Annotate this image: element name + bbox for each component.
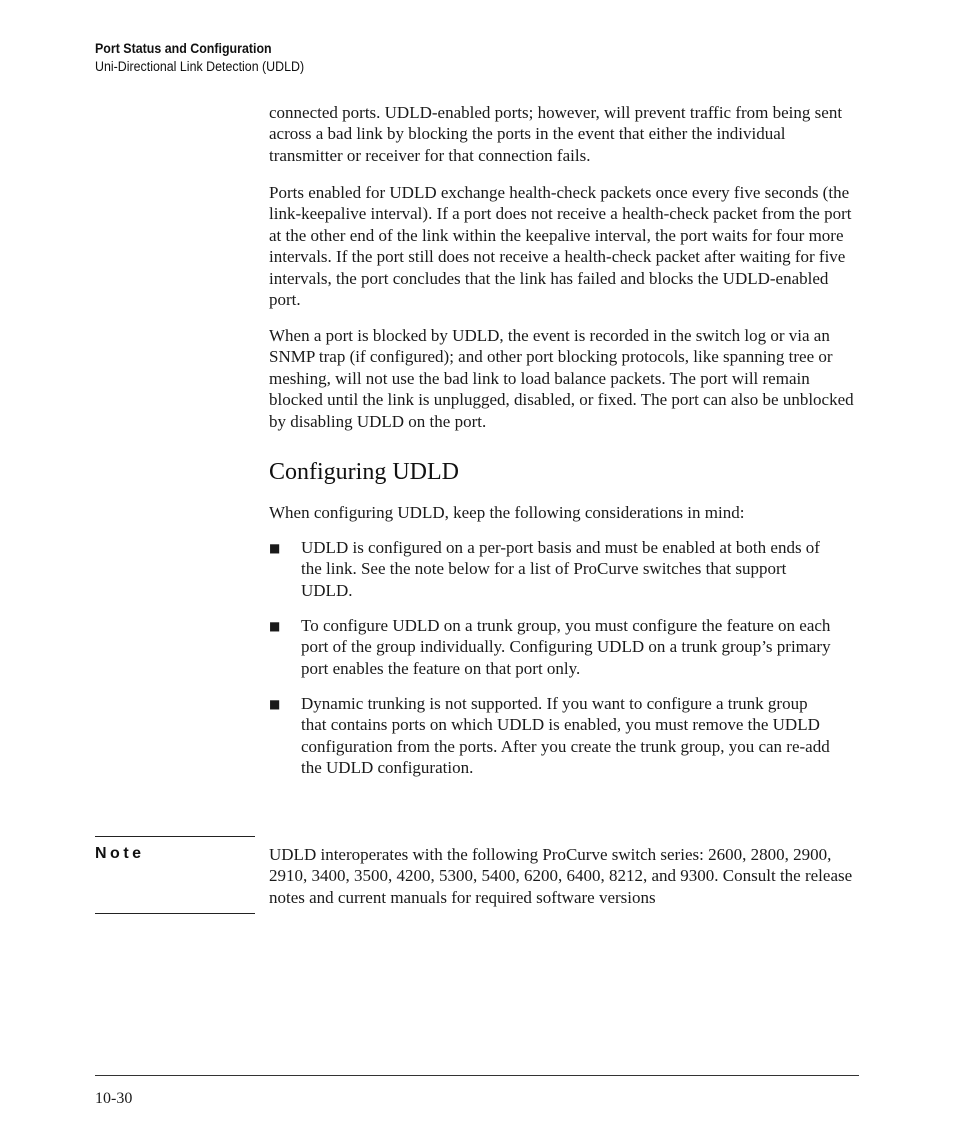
list-item-text: UDLD is configured on a per-port basis and must be enabled at both ends of the link. See the note below for a list of ProCurve switches that support UDLD. (301, 538, 820, 600)
note-text: UDLD interoperates with the following ProCurve switch series: 2600, 2800, 2900, 2910, 3400, 3500, 4200, 5300, 5400, 6200, 6400, 8212, and 9300. Consult the release notes and current manuals for required software versions (269, 845, 853, 907)
section-heading: Configuring UDLD (269, 459, 459, 485)
section-intro (269, 502, 861, 523)
body-paragraph-2 (269, 182, 861, 310)
list-item-text: To configure UDLD on a trunk group, you must configure the feature on each port of the group individually. Configuring UDLD on a trunk group’s primary port enables the feature on that port only. (301, 616, 831, 678)
chapter-title: Port Status and Configuration (95, 41, 272, 56)
paragraph-text: Ports enabled for UDLD exchange health-check packets once every five seconds (the link-keepalive interval). If a port does not receive a health-check packet from the port at the other end of the link within the keepalive interval, the port waits for four more intervals. If the port still does not receive a health-check packet after waiting for five intervals, the port concludes that the link has failed and blocks the UDLD-enabled port. (269, 183, 852, 310)
bullet-square-icon: ■ (269, 697, 281, 711)
paragraph-text: When a port is blocked by UDLD, the event is recorded in the switch log or via an SNMP trap (if configured); and other port blocking protocols, like spanning tree or meshing, will not use the bad link to load balance packets. The port will remain blocked until the link is unplugged, disabled, or fixed. The port can also be unblocked by disabling UDLD on the port. (269, 326, 854, 431)
body-paragraph-3 (269, 325, 861, 432)
footer-rule (95, 1075, 859, 1076)
body-paragraph-1 (269, 102, 861, 166)
running-header (95, 40, 322, 76)
note-label: Note (95, 845, 145, 862)
bullet-square-icon: ■ (269, 619, 281, 633)
note-body (269, 844, 861, 908)
note-bottom-rule (95, 913, 255, 914)
section-title: Uni-Directional Link Detection (UDLD) (95, 59, 305, 74)
page-number: 10-30 (95, 1090, 133, 1107)
paragraph-text: connected ports. UDLD-enabled ports; however, will prevent traffic from being sent across a bad link by blocking the ports in the event that either the individual transmitter or receiver for that connection fails. (269, 103, 843, 165)
bullet-square-icon: ■ (269, 541, 281, 555)
note-top-rule (95, 836, 255, 837)
intro-text: When configuring UDLD, keep the following considerations in mind: (269, 503, 745, 522)
list-item-text: Dynamic trunking is not supported. If you want to configure a trunk group that contains ports on which UDLD is enabled, you must remove the UDLD configuration from the ports. After you create the trunk group, you can re-add the UDLD configuration. (301, 694, 830, 778)
